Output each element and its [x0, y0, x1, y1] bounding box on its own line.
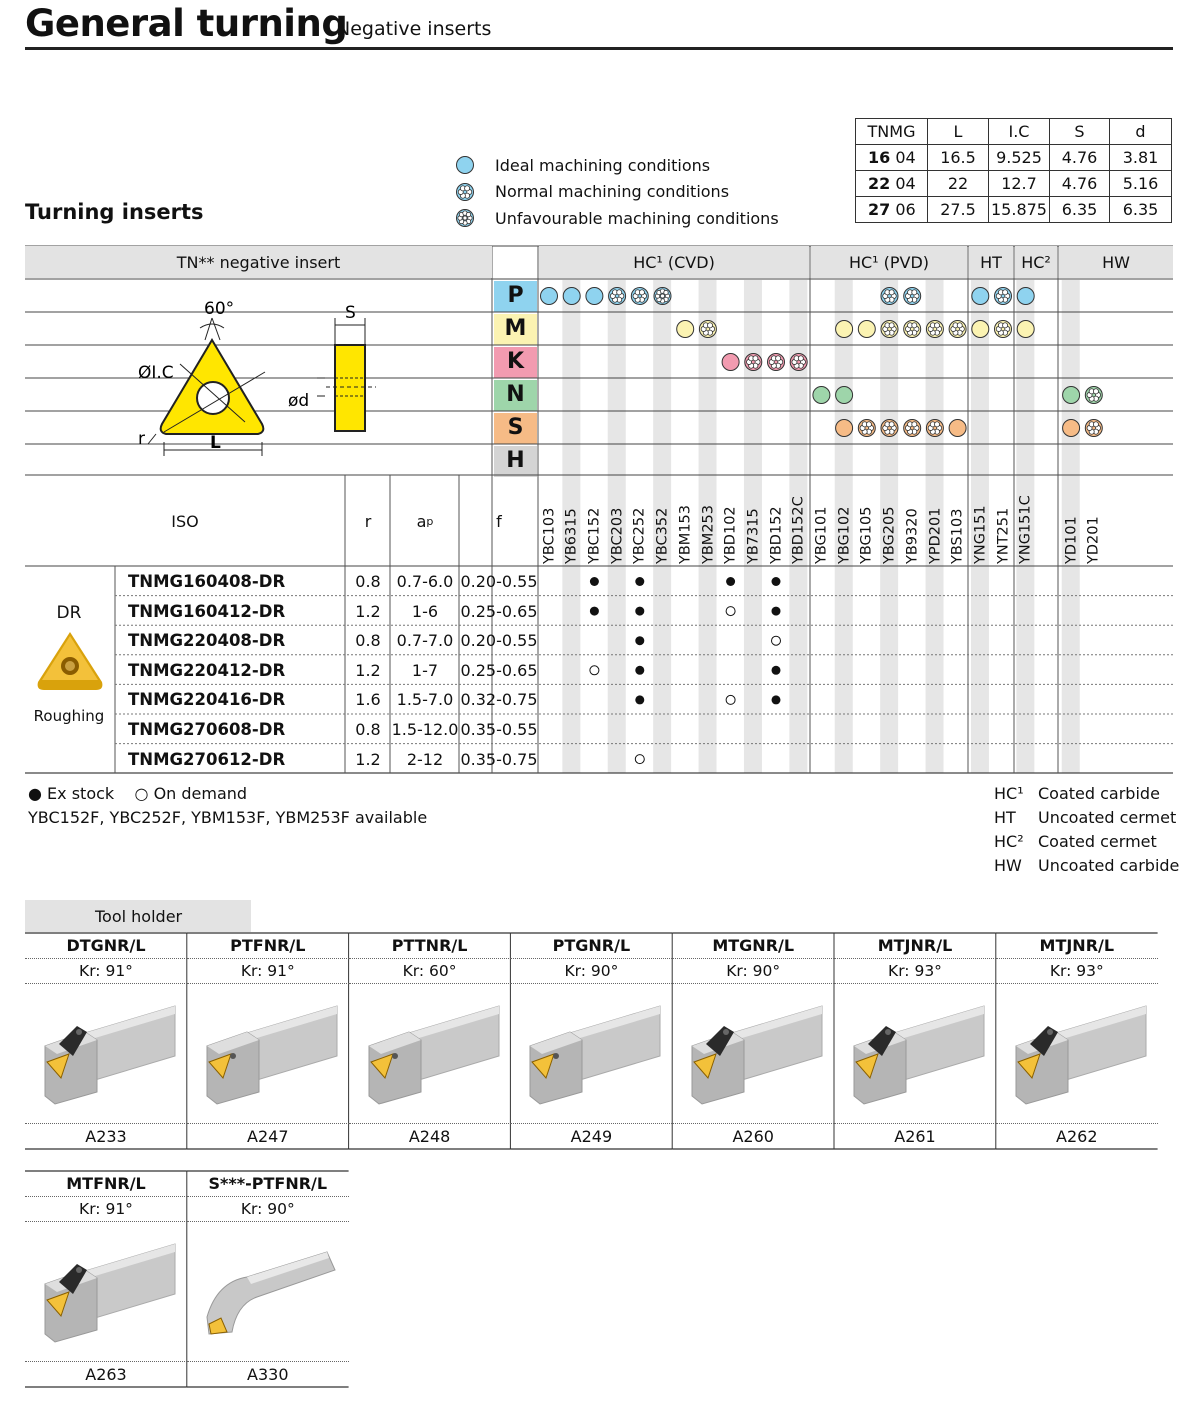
ex-stock-label: ● Ex stock [28, 784, 115, 803]
holder-kr: Kr: 91° [187, 959, 349, 984]
insert-ap: 0.7-7.0 [396, 631, 454, 651]
suitability-S-YBG102 [836, 420, 853, 437]
suitability-M-YBG102 [836, 321, 853, 338]
holder-page-ref[interactable]: A262 [1056, 1127, 1098, 1146]
suitability-P-YBC352 [654, 288, 671, 305]
insert-f: 0.20-0.55 [460, 631, 538, 651]
holder-image [996, 984, 1158, 1124]
holder-image [187, 984, 349, 1124]
suitability-M-YNG151C [1017, 321, 1034, 338]
insert-f: 0.35-0.75 [460, 749, 538, 769]
group-hc-pvd: HC¹ (PVD) [811, 246, 967, 278]
insert-diagram [120, 292, 400, 462]
insert-f: 0.20-0.55 [460, 572, 538, 591]
holder-name: PTFNR/L [187, 933, 349, 959]
holder-drawing [510, 984, 670, 1124]
type-row: HC² Coated cermet [994, 832, 1157, 851]
holder-page-ref[interactable]: A330 [247, 1365, 289, 1384]
insert-code: TNMG270608-DR [128, 720, 286, 739]
dim-d: 5.16 [1110, 171, 1172, 197]
insert-f: 0.35-0.55 [460, 720, 538, 739]
holder-drawing [996, 984, 1156, 1124]
insert-r: 0.8 [355, 572, 381, 591]
tool-holder-card[interactable] [187, 933, 349, 1149]
holder-name: MTFNR/L [25, 1171, 187, 1197]
suitability-M-YB9320 [904, 321, 921, 338]
suitability-S-YBG205 [881, 420, 898, 437]
grade-YBC352: YBC352 [654, 507, 671, 564]
grade-YBC103: YBC103 [541, 507, 558, 564]
tool-holder-tab[interactable]: Tool holder [25, 900, 251, 932]
dim-header: S [1050, 119, 1110, 145]
suitability-S-YBS103 [949, 420, 966, 437]
suitability-S-YBG105 [858, 420, 875, 437]
insert-code: TNMG160408-DR [128, 572, 286, 591]
ex-stock-mark [635, 636, 644, 645]
holder-image [349, 984, 511, 1124]
insert-code: TNMG220412-DR [128, 660, 286, 680]
suitability-M-YBS103 [949, 321, 966, 338]
ic-label: ØI.C [138, 363, 174, 383]
ex-stock-mark [772, 666, 781, 675]
dim-L: 27.5 [928, 197, 989, 223]
insert-ap: 1-6 [411, 601, 439, 621]
grade-YD201: YD201 [1085, 516, 1102, 564]
dim-S: 6.35 [1050, 197, 1110, 223]
grade-YBG105: YBG105 [858, 506, 875, 564]
grade-YBM153: YBM153 [677, 505, 694, 564]
ex-stock-mark [726, 577, 735, 586]
group-ht: HT [969, 246, 1013, 278]
holder-page-ref[interactable]: A261 [894, 1127, 936, 1146]
insert-r: 0.8 [355, 720, 381, 739]
dim-L: 16.5 [928, 145, 989, 171]
suitability-M-YNG151 [972, 321, 989, 338]
suitability-N-YD201 [1085, 387, 1102, 404]
holder-drawing [25, 1222, 185, 1362]
dim-S: 4.76 [1050, 145, 1110, 171]
type-row: HC¹ Coated carbide [994, 784, 1160, 803]
holder-kr: Kr: 90° [672, 959, 834, 984]
insert-f: 0.32-0.75 [460, 690, 538, 710]
suitability-K-YBD152C [790, 354, 807, 371]
suitability-M-YPD201 [926, 321, 943, 338]
dim-header: TNMG [856, 119, 928, 145]
holder-page-ref[interactable]: A247 [247, 1127, 289, 1146]
insert-r: 1.2 [355, 601, 381, 621]
material-N: N [506, 382, 525, 407]
dim-d: 3.81 [1110, 145, 1172, 171]
L-label: L [210, 433, 221, 453]
ex-stock-mark [635, 666, 644, 675]
on-demand-mark [726, 607, 735, 616]
suitability-P-YB6315 [563, 288, 580, 305]
tool-holder-card[interactable] [25, 1171, 187, 1387]
stock-legend [28, 782, 427, 806]
tool-holder-card[interactable] [187, 1171, 349, 1387]
r-header: r [364, 511, 372, 531]
insert-ap: 0.7-6.0 [396, 572, 454, 591]
holder-drawing [187, 984, 347, 1124]
dim-size: 27 06 [856, 197, 928, 223]
insert-f: 0.25-0.65 [460, 660, 538, 680]
holder-name: PTGNR/L [510, 933, 672, 959]
dim-size: 16 04 [856, 145, 928, 171]
suitability-K-YB7315 [745, 354, 762, 371]
material-K: K [506, 349, 525, 374]
holder-drawing [25, 984, 185, 1124]
insert-ap: 2-12 [406, 749, 444, 769]
type-row: HT Uncoated cermet [994, 808, 1177, 827]
insert-code: TNMG220408-DR [128, 631, 286, 651]
group-hw: HW [1059, 246, 1173, 278]
suitability-M-YNT251 [995, 321, 1012, 338]
S-label: S [345, 303, 356, 323]
holder-kr: Kr: 93° [834, 959, 996, 984]
suitability-N-YBG101 [813, 387, 830, 404]
dim-header: L [928, 119, 989, 145]
holder-image [834, 984, 996, 1124]
holder-page-ref[interactable]: A248 [408, 1127, 451, 1146]
on-demand-mark [590, 666, 599, 675]
family-code: DR [56, 603, 82, 623]
r-label: r [138, 429, 145, 449]
holder-image [672, 984, 834, 1124]
suitability-M-YBM253 [699, 321, 716, 338]
stock-footnote [28, 782, 427, 830]
ex-stock-mark [772, 577, 781, 586]
on-demand-mark [772, 636, 781, 645]
dim-IC: 15.875 [989, 197, 1050, 223]
grade-YBM253: YBM253 [700, 505, 717, 564]
dim-header: d [1110, 119, 1172, 145]
page-subtitle: Negative inserts [336, 18, 492, 40]
insert-type-header: TN** negative insert [25, 246, 492, 278]
insert-code: TNMG220416-DR [128, 690, 286, 710]
group-hc2: HC² [1015, 246, 1057, 278]
grade-YBC152: YBC152 [586, 507, 603, 564]
holder-drawing [187, 1222, 347, 1362]
dim-d: 6.35 [1110, 197, 1172, 223]
insert-f: 0.25-0.65 [460, 601, 538, 621]
suitability-P-YNG151 [972, 288, 989, 305]
insert-r: 0.8 [355, 631, 381, 651]
insert-ap: 1.5-7.0 [396, 690, 454, 710]
grade-YB7315: YB7315 [745, 508, 762, 564]
holder-page-ref[interactable]: A263 [85, 1365, 127, 1384]
grade-YBD152C: YBD152C [790, 496, 807, 564]
holder-name: MTJNR/L [834, 933, 996, 959]
holder-kr: Kr: 91° [25, 959, 187, 984]
holder-image [187, 1222, 349, 1362]
ap-header: a p [416, 511, 434, 531]
suitability-S-YD101 [1063, 420, 1080, 437]
suitability-P-YNG151C [1017, 288, 1034, 305]
f-header: f [496, 511, 502, 531]
material-M: M [504, 316, 527, 341]
dim-S: 4.76 [1050, 171, 1110, 197]
holder-kr: Kr: 93° [996, 959, 1158, 984]
holder-kr: Kr: 90° [510, 959, 672, 984]
tool-holder-card[interactable] [834, 933, 996, 1149]
suitability-P-YBC203 [609, 288, 626, 305]
holder-name: DTGNR/L [25, 933, 187, 959]
ex-stock-mark [772, 607, 781, 616]
grade-YBD152: YBD152 [768, 506, 785, 564]
grade-YB6315: YB6315 [563, 508, 580, 564]
grade-YBG205: YBG205 [881, 506, 898, 564]
ex-stock-mark [635, 695, 644, 704]
angle-label: 60° [204, 299, 235, 319]
dr-insert-icon [34, 628, 106, 696]
insert-r: 1.2 [355, 660, 381, 680]
holder-name: MTJNR/L [996, 933, 1158, 959]
suitability-K-YBD152 [768, 354, 785, 371]
suitability-S-YB9320 [904, 420, 921, 437]
grade-YBC252: YBC252 [631, 507, 648, 564]
tool-holder-card[interactable] [25, 933, 187, 1149]
tool-holder-card[interactable] [996, 933, 1158, 1149]
suitability-M-YBG205 [881, 321, 898, 338]
suitability-S-YPD201 [926, 420, 943, 437]
legend-label: Unfavourable machining conditions [495, 208, 779, 228]
suitability-N-YD101 [1063, 387, 1080, 404]
ex-stock-mark [635, 577, 644, 586]
ex-stock-mark [590, 577, 599, 586]
suitability-P-YBC252 [631, 288, 648, 305]
family-application: Roughing [33, 707, 105, 725]
holder-kr: Kr: 91° [25, 1197, 187, 1222]
holder-image [510, 984, 672, 1124]
grade-YNT251: YNT251 [995, 507, 1012, 564]
suitability-P-YBC103 [541, 288, 558, 305]
insert-r: 1.6 [355, 690, 381, 710]
tool-holder-card[interactable] [510, 933, 672, 1149]
grade-YNG151: YNG151 [972, 505, 989, 564]
d-label: ød [288, 391, 310, 411]
dim-L: 22 [928, 171, 989, 197]
holder-name: PTTNR/L [349, 933, 511, 959]
group-hc-cvd: HC¹ (CVD) [539, 246, 809, 278]
suitability-M-YBM153 [677, 321, 694, 338]
insert-ap: 1.5-12.0 [391, 720, 459, 739]
grade-YBC203: YBC203 [609, 507, 626, 564]
insert-code: TNMG160412-DR [128, 601, 286, 621]
insert-ap: 1-7 [411, 660, 439, 680]
suitability-S-YD201 [1085, 420, 1102, 437]
tool-holder-card[interactable] [672, 933, 834, 1149]
section-title: Turning inserts [25, 200, 204, 224]
dim-IC: 9.525 [989, 145, 1050, 171]
holder-image [25, 984, 187, 1124]
dim-header: I.C [989, 119, 1050, 145]
holder-name: MTGNR/L [672, 933, 834, 959]
grade-YBG102: YBG102 [836, 506, 853, 564]
grade-YNG151C: YNG151C [1017, 495, 1034, 564]
suitability-P-YNT251 [995, 288, 1012, 305]
holder-drawing [349, 984, 509, 1124]
on-demand-mark [726, 695, 735, 704]
legend-label: Normal machining conditions [495, 182, 730, 202]
suitability-N-YBG102 [836, 387, 853, 404]
on-demand-label: ○ On demand [134, 784, 248, 803]
suitability-P-YBG205 [881, 288, 898, 305]
grade-YBD102: YBD102 [722, 506, 739, 564]
insert-r: 1.2 [355, 749, 381, 769]
ex-stock-mark [772, 695, 781, 704]
holder-page-ref[interactable]: A249 [570, 1127, 613, 1146]
page-title: General turning [25, 2, 348, 45]
ex-stock-mark [635, 607, 644, 616]
holder-drawing [834, 984, 994, 1124]
material-S: S [507, 415, 524, 440]
holder-image [25, 1222, 187, 1362]
suitability-P-YBC152 [586, 288, 603, 305]
holder-drawing [672, 984, 832, 1124]
tool-holder-card[interactable] [349, 933, 511, 1149]
grade-YPD201: YPD201 [927, 507, 944, 564]
holder-kr: Kr: 60° [349, 959, 511, 984]
holder-name: S***-PTFNR/L [187, 1171, 349, 1197]
insert-code: TNMG270612-DR [128, 749, 286, 769]
ex-stock-mark [590, 607, 599, 616]
grade-YBS103: YBS103 [949, 508, 966, 564]
holder-page-ref[interactable]: A233 [85, 1127, 127, 1146]
grade-YD101: YD101 [1063, 516, 1080, 564]
grade-YB9320: YB9320 [904, 508, 921, 564]
dim-IC: 12.7 [989, 171, 1050, 197]
iso-header: ISO [171, 511, 199, 531]
suitability-K-YBD102 [722, 354, 739, 371]
on-demand-mark [635, 755, 644, 764]
legend-label: Ideal machining conditions [495, 155, 711, 175]
holder-kr: Kr: 90° [187, 1197, 349, 1222]
available-note: YBC152F, YBC252F, YBM153F, YBM253F available [28, 808, 428, 827]
type-legend [994, 782, 1179, 878]
grade-YBG101: YBG101 [813, 506, 830, 564]
suitability-P-YB9320 [904, 288, 921, 305]
holder-page-ref[interactable]: A260 [732, 1127, 774, 1146]
dim-size: 22 04 [856, 171, 928, 197]
suitability-M-YBG105 [858, 321, 875, 338]
type-row: HW Uncoated carbide [994, 856, 1180, 875]
material-H: H [506, 448, 525, 473]
material-P: P [507, 283, 524, 308]
